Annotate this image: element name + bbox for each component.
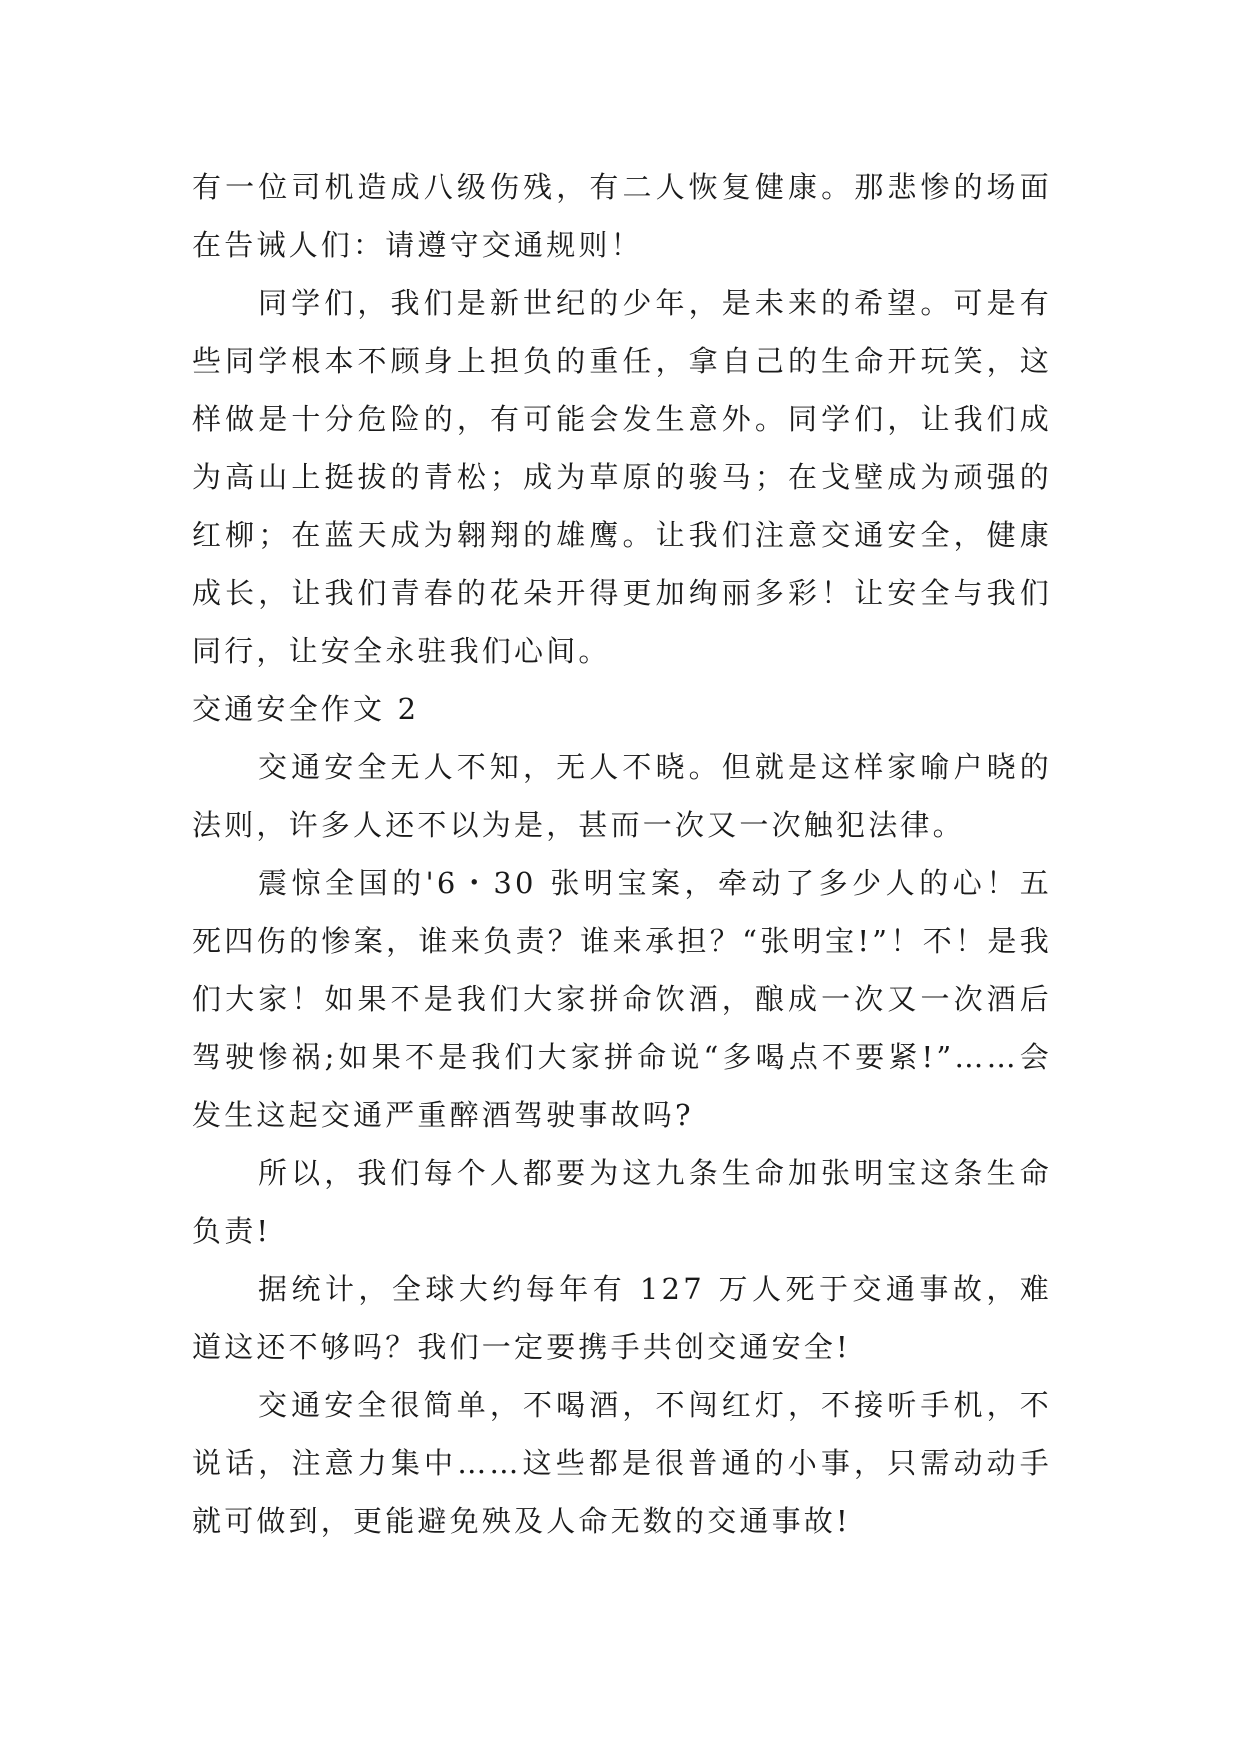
paragraph-2: 同学们，我们是新世纪的少年，是未来的希望。可是有些同学根本不顾身上担负的重任，拿自己的生命开玩笑，这样做是十分危险的，有可能会发生意外。同学们，让我们成为高山上挺拔的青松；成为草原的骏马；在戈壁成为顽强的红柳；在蓝天成为翱翔的雄鹰。让我们注意交通安全，健康成长，让我们青春的花朵开得更加绚丽多彩！让安全与我们同行，让安全永驻我们心间。 xyxy=(192,286,1052,668)
document-body xyxy=(192,158,1052,1550)
section-heading: 交通安全作文 2 xyxy=(192,692,420,726)
paragraph-1: 有一位司机造成八级伤残，有二人恢复健康。那悲惨的场面在告诫人们：请遵守交通规则！ xyxy=(192,170,1052,262)
paragraph-5: 所以，我们每个人都要为这九条生命加张明宝这条生命负责! xyxy=(192,1156,1052,1248)
paragraph-7: 交通安全很简单，不喝酒，不闯红灯，不接听手机，不说话，注意力集中……这些都是很普通的小事，只需动动手就可做到，更能避免殃及人命无数的交通事故! xyxy=(192,1388,1052,1538)
paragraph-6: 据统计，全球大约每年有 127 万人死于交通事故，难道这还不够吗？我们一定要携手共创交通安全! xyxy=(192,1272,1052,1364)
paragraph-4: 震惊全国的'6・30 张明宝案，牵动了多少人的心！五死四伤的惨案，谁来负责？谁来承担？“张明宝!”！不！是我们大家！如果不是我们大家拼命饮酒，酿成一次又一次酒后驾驶惨祸;如果不是我们大家拼命说“多喝点不要紧!”……会发生这起交通严重醉酒驾驶事故吗? xyxy=(192,866,1052,1132)
paragraph-3: 交通安全无人不知，无人不晓。但就是这样家喻户晓的法则，许多人还不以为是，甚而一次又一次触犯法律。 xyxy=(192,750,1052,842)
